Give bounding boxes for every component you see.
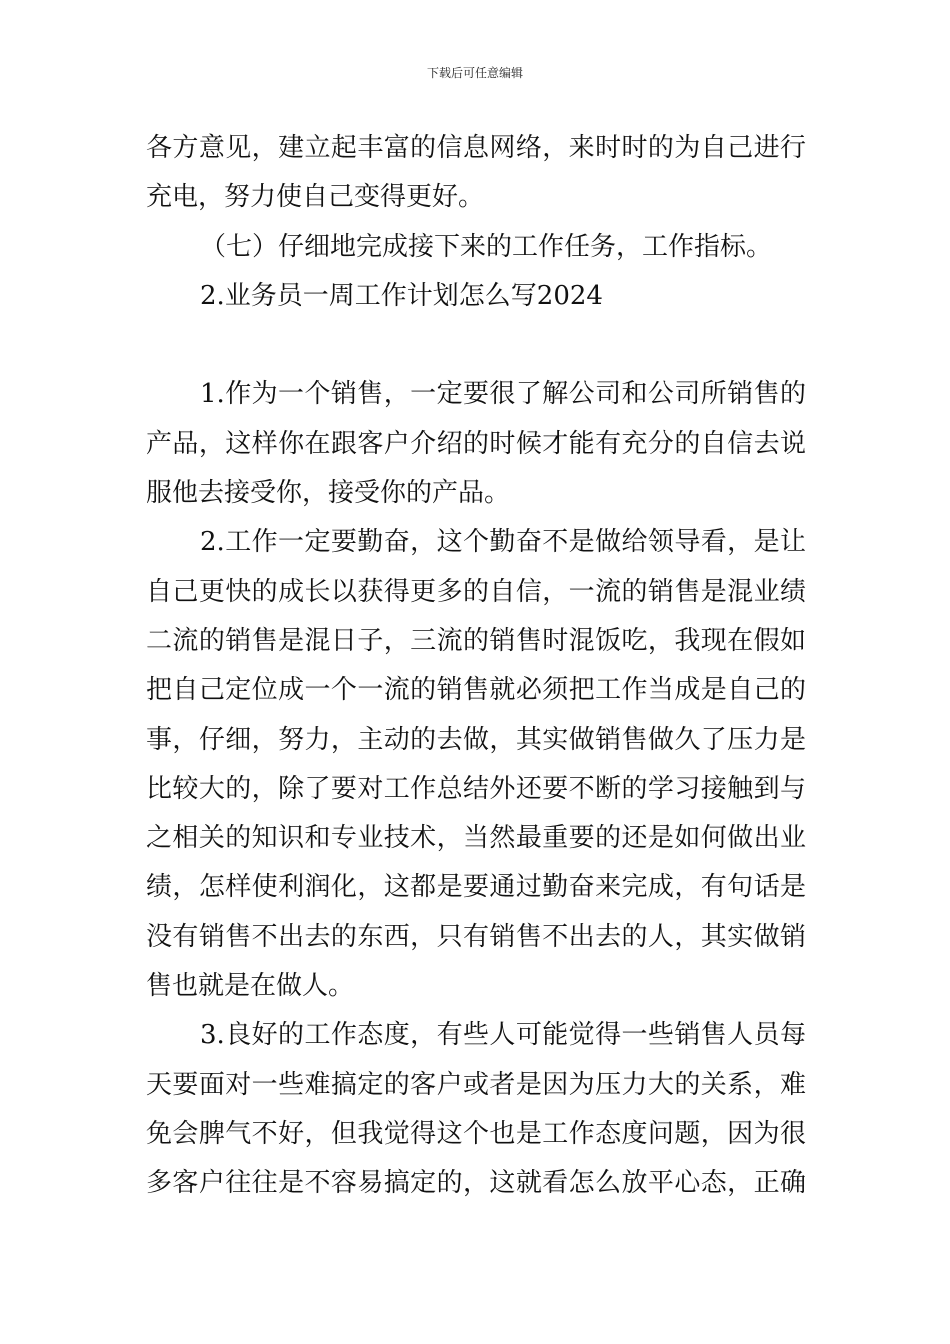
text-line: 1.作为一个销售，一定要很了解公司和公司所销售的 xyxy=(200,379,806,410)
page-header: 下载后可任意编辑 xyxy=(426,66,523,80)
text-line: 二流的销售是混日子，三流的销售时混饭吃，我现在假如 xyxy=(146,625,806,656)
text-line: 免会脾气不好，但我觉得这个也是工作态度问题，因为很 xyxy=(146,1118,806,1149)
text-line: 3.良好的工作态度，有些人可能觉得一些销售人员每 xyxy=(200,1020,806,1051)
text-line: 自己更快的成长以获得更多的自信，一流的销售是混业绩 xyxy=(146,576,806,607)
document-body xyxy=(146,124,806,1209)
text-line: 售也就是在做人。 xyxy=(146,971,355,1002)
text-line: （七）仔细地完成接下来的工作任务，工作指标。 xyxy=(200,231,773,262)
text-line: 绩，怎样使利润化，这都是要通过勤奋来完成，有句话是 xyxy=(146,872,806,903)
text-line: 多客户往往是不容易搞定的，这就看怎么放平心态，正确 xyxy=(146,1168,806,1199)
text-line: 之相关的知识和专业技术，当然最重要的还是如何做出业 xyxy=(146,823,806,854)
text-line: 充电，努力使自己变得更好。 xyxy=(146,182,485,213)
text-line: 事，仔细，努力，主动的去做，其实做销售做久了压力是 xyxy=(146,724,806,755)
text-line: 各方意见，建立起丰富的信息网络，来时时的为自己进行 xyxy=(146,133,806,163)
text-line: 天要面对一些难搞定的客户或者是因为压力大的关系，难 xyxy=(146,1069,806,1100)
text-line: 比较大的，除了要对工作总结外还要不断的学习接触到与 xyxy=(146,773,806,804)
text-line: 把自己定位成一个一流的销售就必须把工作当成是自己的 xyxy=(146,675,806,706)
text-line: 没有销售不出去的东西，只有销售不出去的人，其实做销 xyxy=(146,921,806,952)
text-line: 服他去接受你，接受你的产品。 xyxy=(146,478,511,509)
blank-line xyxy=(146,321,806,370)
text-line: 产品，这样你在跟客户介绍的时候才能有充分的自信去说 xyxy=(146,428,806,459)
section-heading: 2.业务员一周工作计划怎么写2024 xyxy=(200,280,603,311)
text-line: 2.工作一定要勤奋，这个勤奋不是做给领导看，是让 xyxy=(200,527,806,558)
